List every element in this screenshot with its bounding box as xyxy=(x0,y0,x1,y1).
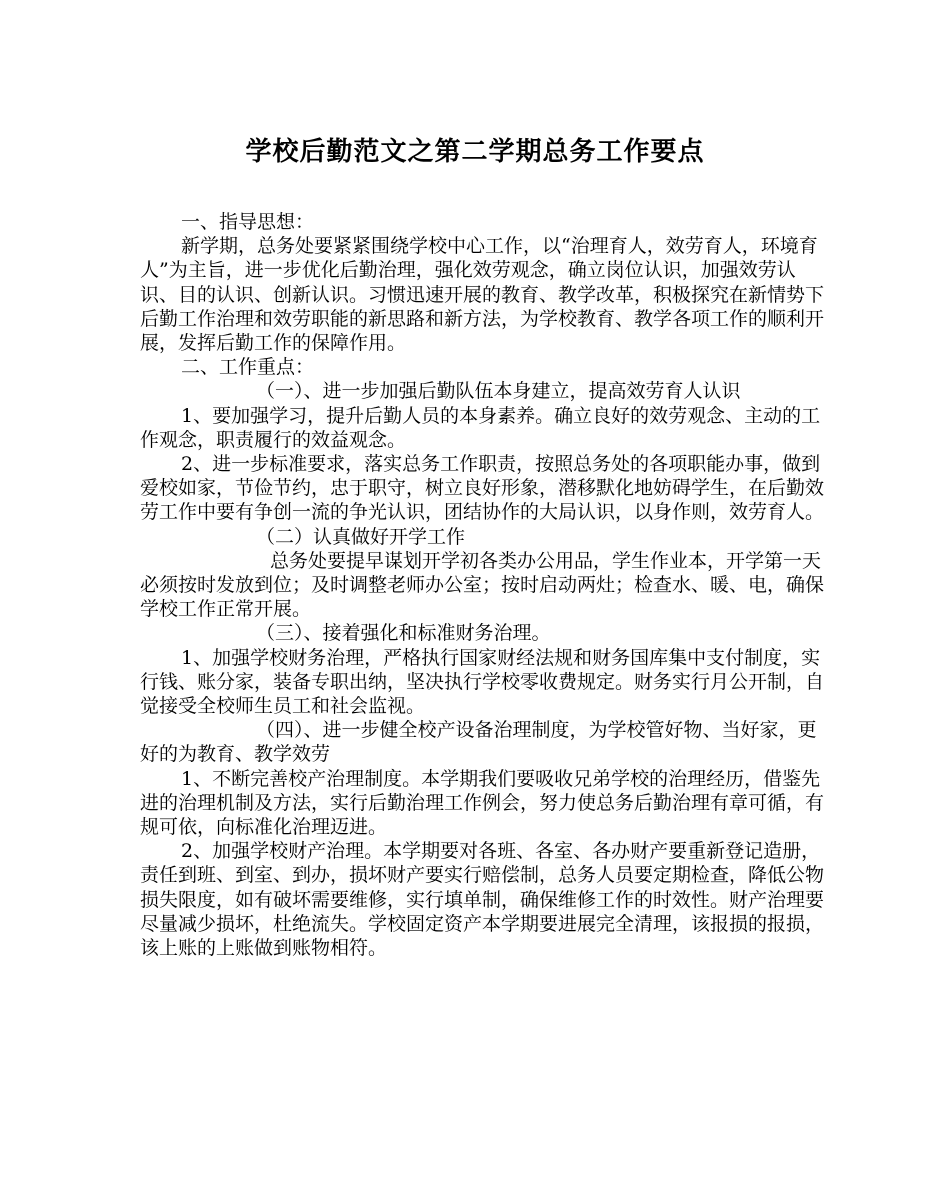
body-paragraph: 1、要加强学习，提升后勤人员的本身素养。确立良好的效劳观念、主动的工作观念，职责履行的效益观念。 xyxy=(140,404,821,451)
subsection-heading: （二）认真做好开学工作 xyxy=(256,525,466,548)
subsection-heading: （一）、进一步加强后勤队伍本身建立，提高效劳育人认识 xyxy=(256,380,741,403)
subsection-heading: （三）、接着强化和标准财务治理。 xyxy=(256,622,551,645)
body-paragraph: 2、进一步标准要求，落实总务工作职责，按照总务处的各项职能办事，做到爱校如家，节俭节约，忠于职守，树立良好形象，潜移默化地妨碍学生，在后勤效劳工作中要有争创一流的争光认识，团结协作的大局认识，以身作则，效劳育人。 xyxy=(140,453,825,524)
document-body xyxy=(140,210,826,960)
body-paragraph: 总务处要提早谋划开学初各类办公用品，学生作业本，开学第一天必须按时发放到位；及时调整老师办公室；按时启动两灶；检查水、暖、电，确保学校工作正常开展。 xyxy=(140,549,825,621)
body-paragraph: 新学期，总务处要紧紧围绕学校中心工作，以“治理育人，效劳育人，环境育人”为主旨，进一步优化后勤治理，强化效劳观念，确立岗位认识，加强效劳认识、目的认识、创新认识。习惯迅速开展的教育、教学改革，积极探究在新情势下后勤工作治理和效劳职能的新思路和新方法，为学校教育、教学各项工作的顺利开展，发挥后勤工作的保障作用。 xyxy=(140,235,825,355)
section-heading: 一、指导思想： xyxy=(181,211,315,233)
body-paragraph: 1、加强学校财务治理，严格执行国家财经法规和财务国库集中支付制度，实行钱、账分家，装备专职出纳，坚决执行学校零收费规定。财务实行月公开制，自觉接受全校师生员工和社会监视。 xyxy=(140,646,825,718)
body-paragraph: 1、不断完善校产治理制度。本学期我们要吸收兄弟学校的治理经历，借鉴先进的治理机制及方法，实行后勤治理工作例会，努力使总务后勤治理有章可循，有规可依，向标准化治理迈进。 xyxy=(140,767,825,839)
document-title: 学校后勤范文之第二学期总务工作要点 xyxy=(245,137,705,167)
body-paragraph: 2、加强学校财产治理。本学期要对各班、各室、各办财产要重新登记造册，责任到班、到室、到办，损坏财产要实行赔偿制，总务人员要定期检查，降低公物损失限度，如有破坏需要维修，实行填单制，确保维修工作的时效性。财产治理要尽量减少损坏，杜绝流失。学校固定资产本学期要进展完全清理，该报损的报损，该上账的上账做到账物相符。 xyxy=(140,840,825,960)
subsection-heading: （四）、进一步健全校产设备治理制度，为学校管好物、当好家，更好的为教育、教学效劳 xyxy=(140,719,817,766)
section-heading: 二、工作重点： xyxy=(181,356,315,379)
